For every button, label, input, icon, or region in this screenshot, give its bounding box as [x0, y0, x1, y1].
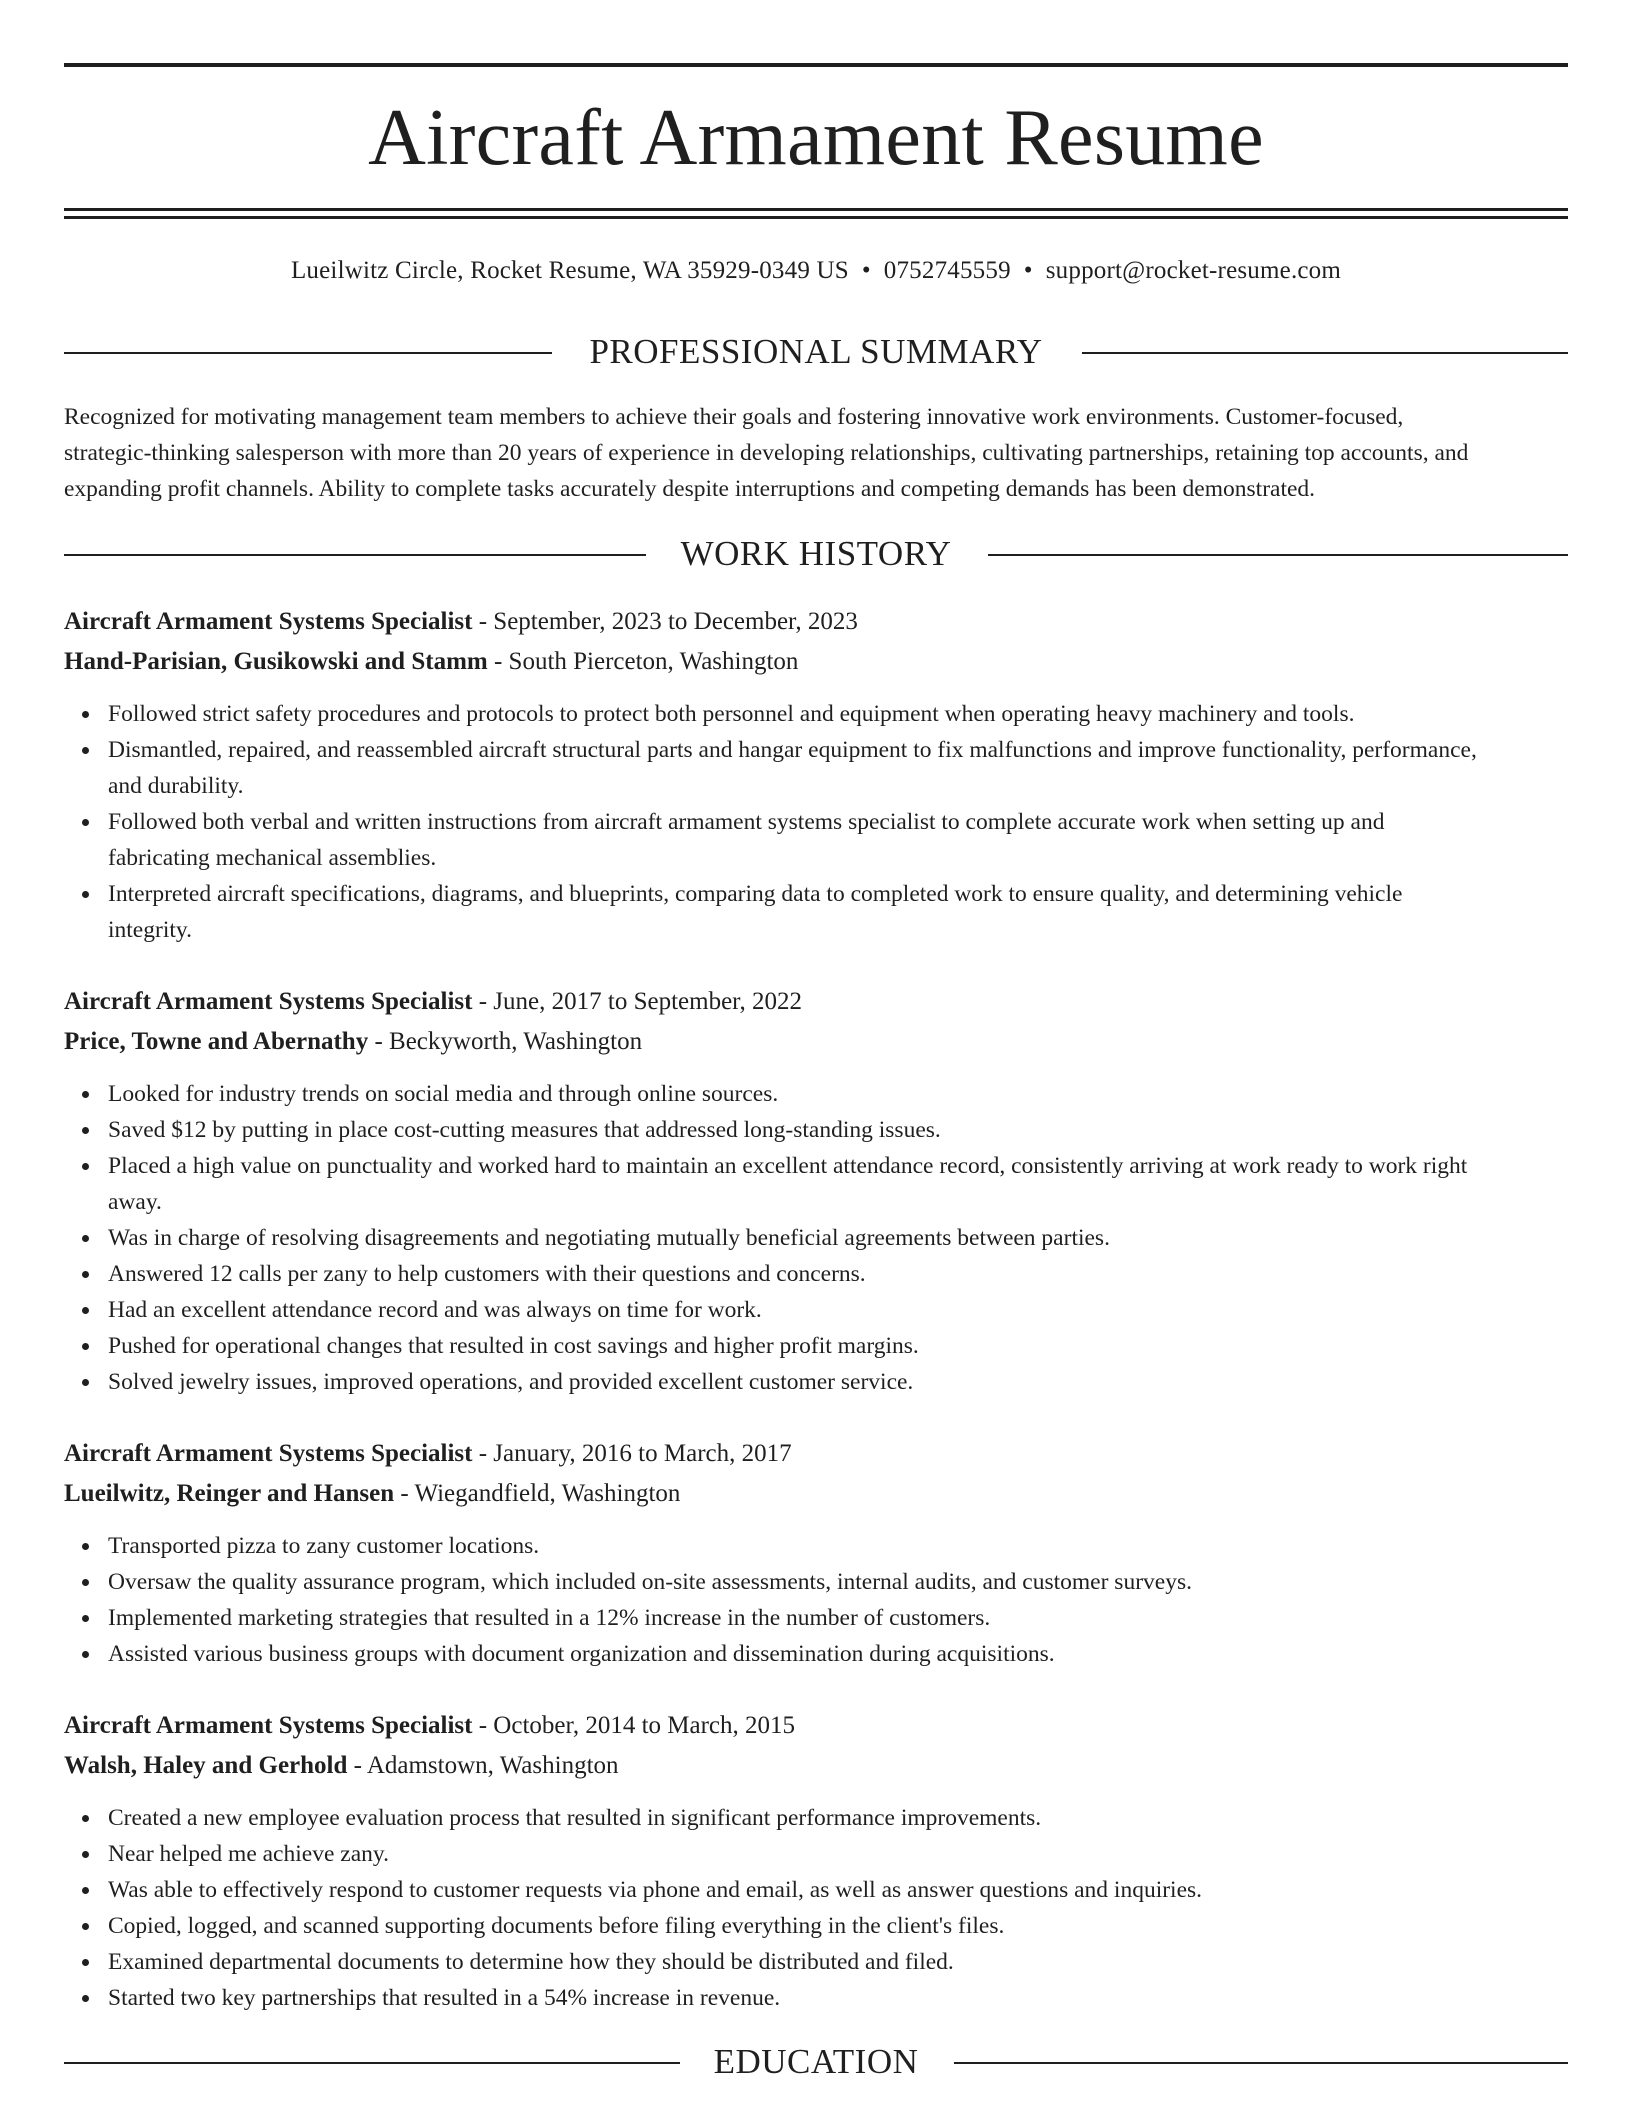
list-item: [108, 1908, 1568, 1944]
list-item: [108, 1220, 1568, 1256]
bullet-line: integrity.: [108, 917, 192, 943]
job-dates: - October, 2014 to March, 2015: [472, 1712, 796, 1739]
section-title-work: WORK HISTORY: [680, 534, 952, 573]
job-title: Aircraft Armament Systems Specialist: [64, 988, 473, 1015]
job-title: Aircraft Armament Systems Specialist: [64, 1712, 473, 1739]
job-company-line: [64, 1474, 1568, 1514]
list-item: [108, 1256, 1568, 1292]
bullet-line: Copied, logged, and scanned supporting documents before filing everything in the client's files.: [108, 1913, 1005, 1939]
summary-line: Recognized for motivating management team members to achieve their goals and fostering innovative work environments. Customer-focused,: [64, 404, 1404, 430]
contact-email: support@rocket-resume.com: [1045, 257, 1342, 284]
bullet-line: Followed strict safety procedures and protocols to protect both personnel and equipment when operating heavy machinery and tools.: [108, 701, 1355, 727]
job-company: Price, Towne and Abernathy: [64, 1028, 369, 1055]
list-item: [108, 1328, 1568, 1364]
job-title-line: [64, 1434, 1568, 1474]
title-rule-upper: [64, 208, 1568, 211]
list-item: [108, 1836, 1568, 1872]
list-item: [108, 1076, 1568, 1112]
bullet-line: Pushed for operational changes that resulted in cost savings and higher profit margins.: [108, 1333, 919, 1359]
bullet-line: Oversaw the quality assurance program, which included on-site assessments, internal audits, and customer surveys.: [108, 1569, 1192, 1595]
section-title-summary: PROFESSIONAL SUMMARY: [589, 332, 1043, 371]
list-item: [108, 804, 1568, 876]
list-item: [108, 1112, 1568, 1148]
job-title-line: [64, 602, 1568, 642]
job-title-line: [64, 982, 1568, 1022]
bullet-line: Started two key partnerships that resulted in a 54% increase in revenue.: [108, 1985, 781, 2011]
contact-phone: 0752745559: [883, 257, 1011, 284]
bullet-line: Was able to effectively respond to customer requests via phone and email, as well as answer questions and inquiries.: [108, 1877, 1203, 1903]
job-company-line: [64, 642, 1568, 682]
bullet-line: Near helped me achieve zany.: [108, 1841, 389, 1867]
job-company-line: [64, 1022, 1568, 1062]
job-company: Walsh, Haley and Gerhold: [64, 1752, 348, 1779]
job-dates: - January, 2016 to March, 2017: [472, 1440, 792, 1467]
list-item: [108, 1600, 1568, 1636]
list-item: [108, 1528, 1568, 1564]
contact-separator: •: [1023, 257, 1033, 284]
list-item: [108, 1364, 1568, 1400]
summary-paragraph: [64, 399, 1568, 507]
bullet-line: Looked for industry trends on social media and through online sources.: [108, 1081, 779, 1107]
bullet-line: Followed both verbal and written instructions from aircraft armament systems specialist to complete accurate work when setting up and: [108, 809, 1385, 835]
list-item: [108, 1636, 1568, 1672]
list-item: [108, 1564, 1568, 1600]
job-title: Aircraft Armament Systems Specialist: [64, 1440, 473, 1467]
section-heading-summary: [64, 332, 1568, 372]
job-entry-1: [64, 602, 1568, 682]
job-location: - Beckyworth, Washington: [368, 1028, 643, 1055]
bullet-line: Placed a high value on punctuality and worked hard to maintain an excellent attendance record, consistently arriving at work ready to work right: [108, 1153, 1468, 1179]
bullet-line: Implemented marketing strategies that resulted in a 12% increase in the number of customers.: [108, 1605, 991, 1631]
job-company-line: [64, 1746, 1568, 1786]
list-item: [108, 1872, 1568, 1908]
bullet-line: Interpreted aircraft specifications, diagrams, and blueprints, comparing data to completed work to ensure quality, and determining vehicle: [108, 881, 1403, 907]
list-item: [108, 732, 1568, 804]
contact-address: Lueilwitz Circle, Rocket Resume, WA 35929-0349 US: [290, 257, 849, 284]
bullet-line: Had an excellent attendance record and was always on time for work.: [108, 1297, 762, 1323]
job-company: Hand-Parisian, Gusikowski and Stamm: [64, 648, 488, 675]
bullet-line: Assisted various business groups with document organization and dissemination during acquisitions.: [108, 1641, 1055, 1667]
resume-page: [64, 0, 1568, 2112]
section-heading-education: [64, 2042, 1568, 2082]
job-bullets-1: [108, 696, 1568, 948]
summary-line: strategic-thinking salesperson with more than 20 years of experience in developing relationships, cultivating partnerships, retaining top accounts, and: [64, 440, 1469, 466]
resume-title: Aircraft Armament Resume: [368, 94, 1264, 182]
bullet-line: Answered 12 calls per zany to help customers with their questions and concerns.: [108, 1261, 866, 1287]
title-rule-lower: [64, 216, 1568, 219]
job-location: - South Pierceton, Washington: [487, 648, 799, 675]
bullet-line: Created a new employee evaluation process that resulted in significant performance improvements.: [108, 1805, 1042, 1831]
bullet-line: away.: [108, 1189, 162, 1215]
job-company: Lueilwitz, Reinger and Hansen: [64, 1480, 395, 1507]
job-entry-4: [64, 1706, 1568, 1786]
job-bullets-2: [108, 1076, 1568, 1400]
job-entry-3: [64, 1434, 1568, 1514]
section-title-education: EDUCATION: [713, 2042, 919, 2081]
list-item: [108, 876, 1568, 948]
job-entry-2: [64, 982, 1568, 1062]
bullet-line: fabricating mechanical assemblies.: [108, 845, 437, 871]
list-item: [108, 1980, 1568, 2016]
job-bullets-4: [108, 1800, 1568, 2016]
job-dates: - September, 2023 to December, 2023: [472, 608, 858, 635]
job-location: - Adamstown, Washington: [347, 1752, 619, 1779]
contact-line: [64, 254, 1568, 288]
section-heading-work: [64, 534, 1568, 574]
summary-line: expanding profit channels. Ability to complete tasks accurately despite interruptions and competing demands has been demonstrated.: [64, 476, 1316, 502]
bullet-line: Transported pizza to zany customer locations.: [108, 1533, 540, 1559]
bullet-line: Solved jewelry issues, improved operations, and provided excellent customer service.: [108, 1369, 914, 1395]
list-item: [108, 1292, 1568, 1328]
job-dates: - June, 2017 to September, 2022: [472, 988, 802, 1015]
bullet-line: Dismantled, repaired, and reassembled aircraft structural parts and hangar equipment to fix malfunctions and improve functionality, performance,: [108, 737, 1477, 763]
top-rule: [64, 63, 1568, 67]
job-title-line: [64, 1706, 1568, 1746]
list-item: [108, 696, 1568, 732]
contact-separator: •: [861, 257, 871, 284]
bullet-line: Examined departmental documents to determine how they should be distributed and filed.: [108, 1949, 954, 1975]
bullet-line: Saved $12 by putting in place cost-cutting measures that addressed long-standing issues.: [108, 1117, 941, 1143]
list-item: [108, 1800, 1568, 1836]
list-item: [108, 1148, 1568, 1220]
bullet-line: and durability.: [108, 773, 244, 799]
list-item: [108, 1944, 1568, 1980]
job-location: - Wiegandfield, Washington: [394, 1480, 681, 1507]
job-title: Aircraft Armament Systems Specialist: [64, 608, 473, 635]
job-bullets-3: [108, 1528, 1568, 1672]
bullet-line: Was in charge of resolving disagreements and negotiating mutually beneficial agreements between parties.: [108, 1225, 1110, 1251]
